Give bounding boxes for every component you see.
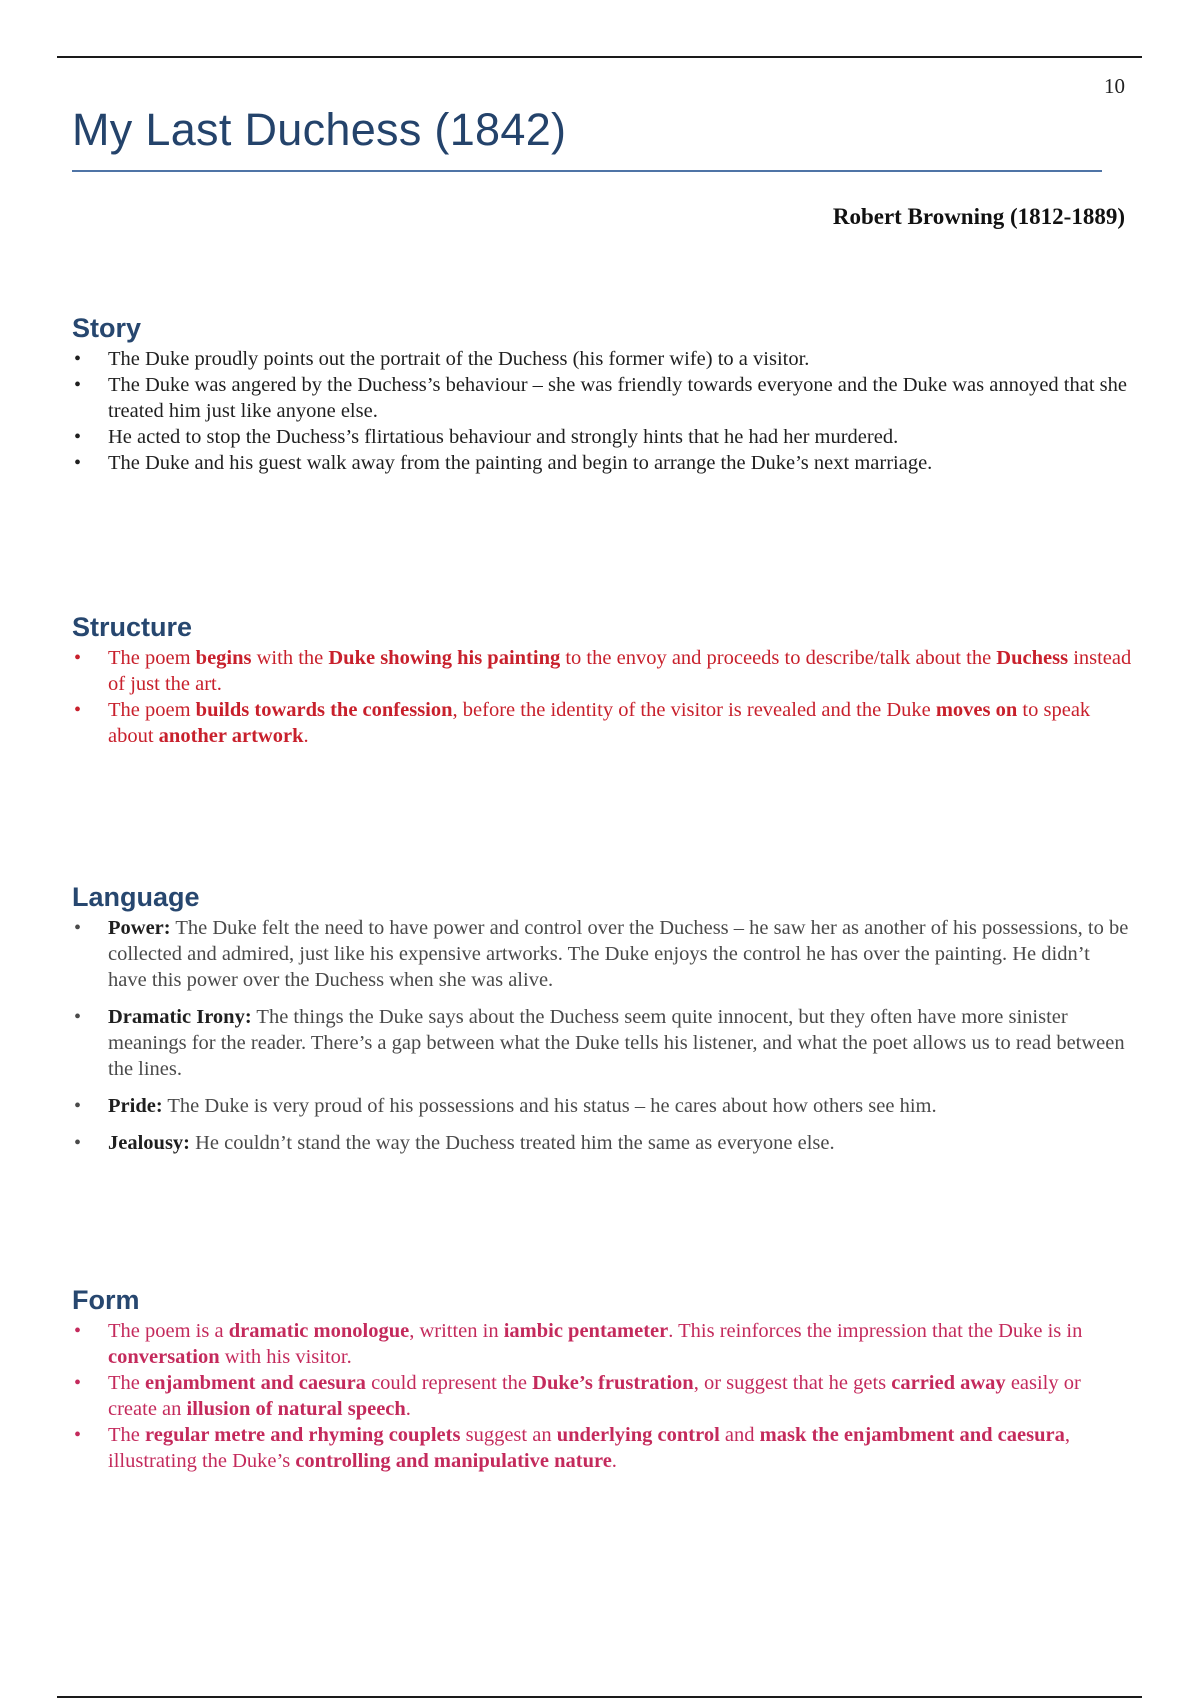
plain-text: The Duke is very proud of his possessions and his status – he cares about how others see him. (162, 1095, 937, 1117)
emphasis-text: Pride: (108, 1095, 163, 1117)
emphasis-text: another artwork (158, 725, 304, 747)
form-item (72, 1318, 1132, 1370)
emphasis-text: regular metre and rhyming couplets (145, 1424, 461, 1446)
language-item-text (108, 917, 1128, 991)
plain-text: to speak about (108, 699, 1091, 747)
emphasis-text: controlling and manipulative nature (295, 1450, 612, 1472)
language-heading: Language (72, 882, 200, 912)
page-number: 10 (1104, 74, 1125, 98)
language-item (72, 1130, 1132, 1156)
plain-text: The poem (108, 647, 196, 669)
emphasis-text: moves on (935, 699, 1018, 721)
form-section (72, 1285, 1132, 1474)
form-item-text (108, 1320, 1082, 1368)
plain-text: . (405, 1398, 411, 1420)
plain-text: The poem (108, 699, 196, 721)
bullet-icon: • (74, 452, 82, 474)
language-item (72, 915, 1132, 993)
emphasis-text: Duke’s frustration (532, 1372, 694, 1394)
author-line: Robert Browning (1812-1889) (832, 204, 1125, 229)
title-underline (72, 170, 1102, 172)
language-item (72, 1093, 1132, 1119)
bullet-icon: • (74, 1095, 82, 1117)
bullet-icon: • (74, 1372, 82, 1394)
plain-text: The things the Duke says about the Duchess seem quite innocent, but they often have more sinister meanings for the reader. There’s a gap between what the Duke tells his listener, and what the poet allows us to read between the lines. (108, 1006, 1125, 1080)
plain-text: . This reinforces the impression that the Duke is in (668, 1320, 1083, 1342)
emphasis-text: carried away (891, 1372, 1006, 1394)
emphasis-text: mask the enjambment and caesura (759, 1424, 1065, 1446)
form-item (72, 1422, 1132, 1474)
story-item-text: He acted to stop the Duchess’s flirtatious behaviour and strongly hints that he had her murdered. (108, 426, 899, 448)
plain-text: with his visitor. (219, 1346, 352, 1368)
emphasis-text: conversation (108, 1346, 220, 1368)
story-heading: Story (72, 313, 142, 343)
plain-text: to the envoy and proceeds to describe/talk about the (560, 647, 997, 669)
plain-text: He couldn’t stand the way the Duchess treated him the same as everyone else. (190, 1132, 835, 1154)
structure-section (72, 612, 1132, 749)
bullet-icon: • (74, 374, 82, 396)
bullet-icon: • (74, 348, 82, 370)
structure-item-text (108, 647, 1131, 695)
plain-text: The poem is a (108, 1320, 229, 1342)
plain-text: The (108, 1424, 145, 1446)
bullet-icon: • (74, 1132, 82, 1154)
form-item (72, 1370, 1132, 1422)
structure-list (72, 645, 1132, 749)
form-list (72, 1318, 1132, 1474)
story-item-text: The Duke and his guest walk away from the painting and begin to arrange the Duke’s next marriage. (108, 452, 933, 474)
plain-text: suggest an (460, 1424, 557, 1446)
bullet-icon: • (74, 1424, 82, 1446)
plain-text: with the (251, 647, 329, 669)
emphasis-text: builds towards the confession (195, 699, 453, 721)
emphasis-text: Power: (108, 917, 171, 939)
bottom-rule (57, 1696, 1142, 1698)
plain-text: The (108, 1372, 145, 1394)
structure-item-text (108, 699, 1090, 747)
emphasis-text: illusion of natural speech (186, 1398, 406, 1420)
top-rule (57, 56, 1142, 58)
form-item-text (108, 1372, 1081, 1420)
emphasis-text: Jealousy: (108, 1132, 190, 1154)
plain-text: could represent the (365, 1372, 533, 1394)
plain-text: , illustrating the Duke’s (108, 1424, 1070, 1472)
plain-text: , before the identity of the visitor is revealed and the Duke (452, 699, 936, 721)
bullet-icon: • (74, 1320, 82, 1342)
plain-text: . (611, 1450, 617, 1472)
story-item (72, 424, 1132, 450)
page-title: My Last Duchess (1842) (72, 104, 567, 155)
language-item (72, 1004, 1132, 1082)
emphasis-text: begins (195, 647, 252, 669)
plain-text: . (303, 725, 309, 747)
emphasis-text: enjambment and caesura (145, 1372, 366, 1394)
emphasis-text: Duke showing his painting (328, 647, 561, 669)
bullet-icon: • (74, 647, 82, 669)
plain-text: instead of just the art. (108, 647, 1132, 695)
plain-text: easily or create an (108, 1372, 1081, 1420)
emphasis-text: underlying control (556, 1424, 720, 1446)
emphasis-text: dramatic monologue (228, 1320, 410, 1342)
bullet-icon: • (74, 426, 82, 448)
plain-text: The Duke felt the need to have power and control over the Duchess – he saw her as another of his possessions, to be collected and admired, just like his expensive artworks. The Duke enjoys the control he has over the painting. He didn’t have this power over the Duchess when she was alive. (108, 917, 1129, 991)
structure-item (72, 697, 1132, 749)
bullet-icon: • (74, 1006, 82, 1028)
structure-item (72, 645, 1132, 697)
language-section (72, 882, 1132, 1167)
language-list (72, 915, 1132, 1156)
structure-heading: Structure (72, 612, 193, 642)
story-item (72, 346, 1132, 372)
story-section (72, 313, 1132, 476)
plain-text: , written in (409, 1320, 504, 1342)
plain-text: and (719, 1424, 760, 1446)
form-heading: Form (72, 1285, 140, 1315)
story-list (72, 346, 1132, 476)
language-item-text (108, 1095, 937, 1117)
emphasis-text: iambic pentameter (503, 1320, 669, 1342)
emphasis-text: Dramatic Irony: (108, 1006, 252, 1028)
bullet-icon: • (74, 699, 82, 721)
emphasis-text: Duchess (996, 647, 1069, 669)
plain-text: , or suggest that he gets (693, 1372, 892, 1394)
language-item-text (108, 1132, 835, 1154)
bullet-icon: • (74, 917, 82, 939)
form-item-text (108, 1424, 1070, 1472)
story-item (72, 372, 1132, 424)
story-item-text: The Duke proudly points out the portrait of the Duchess (his former wife) to a visitor. (108, 348, 810, 370)
story-item (72, 450, 1132, 476)
language-item-text (108, 1006, 1125, 1080)
story-item-text: The Duke was angered by the Duchess’s behaviour – she was friendly towards everyone and the Duke was annoyed that she treated him just like anyone else. (108, 374, 1127, 422)
